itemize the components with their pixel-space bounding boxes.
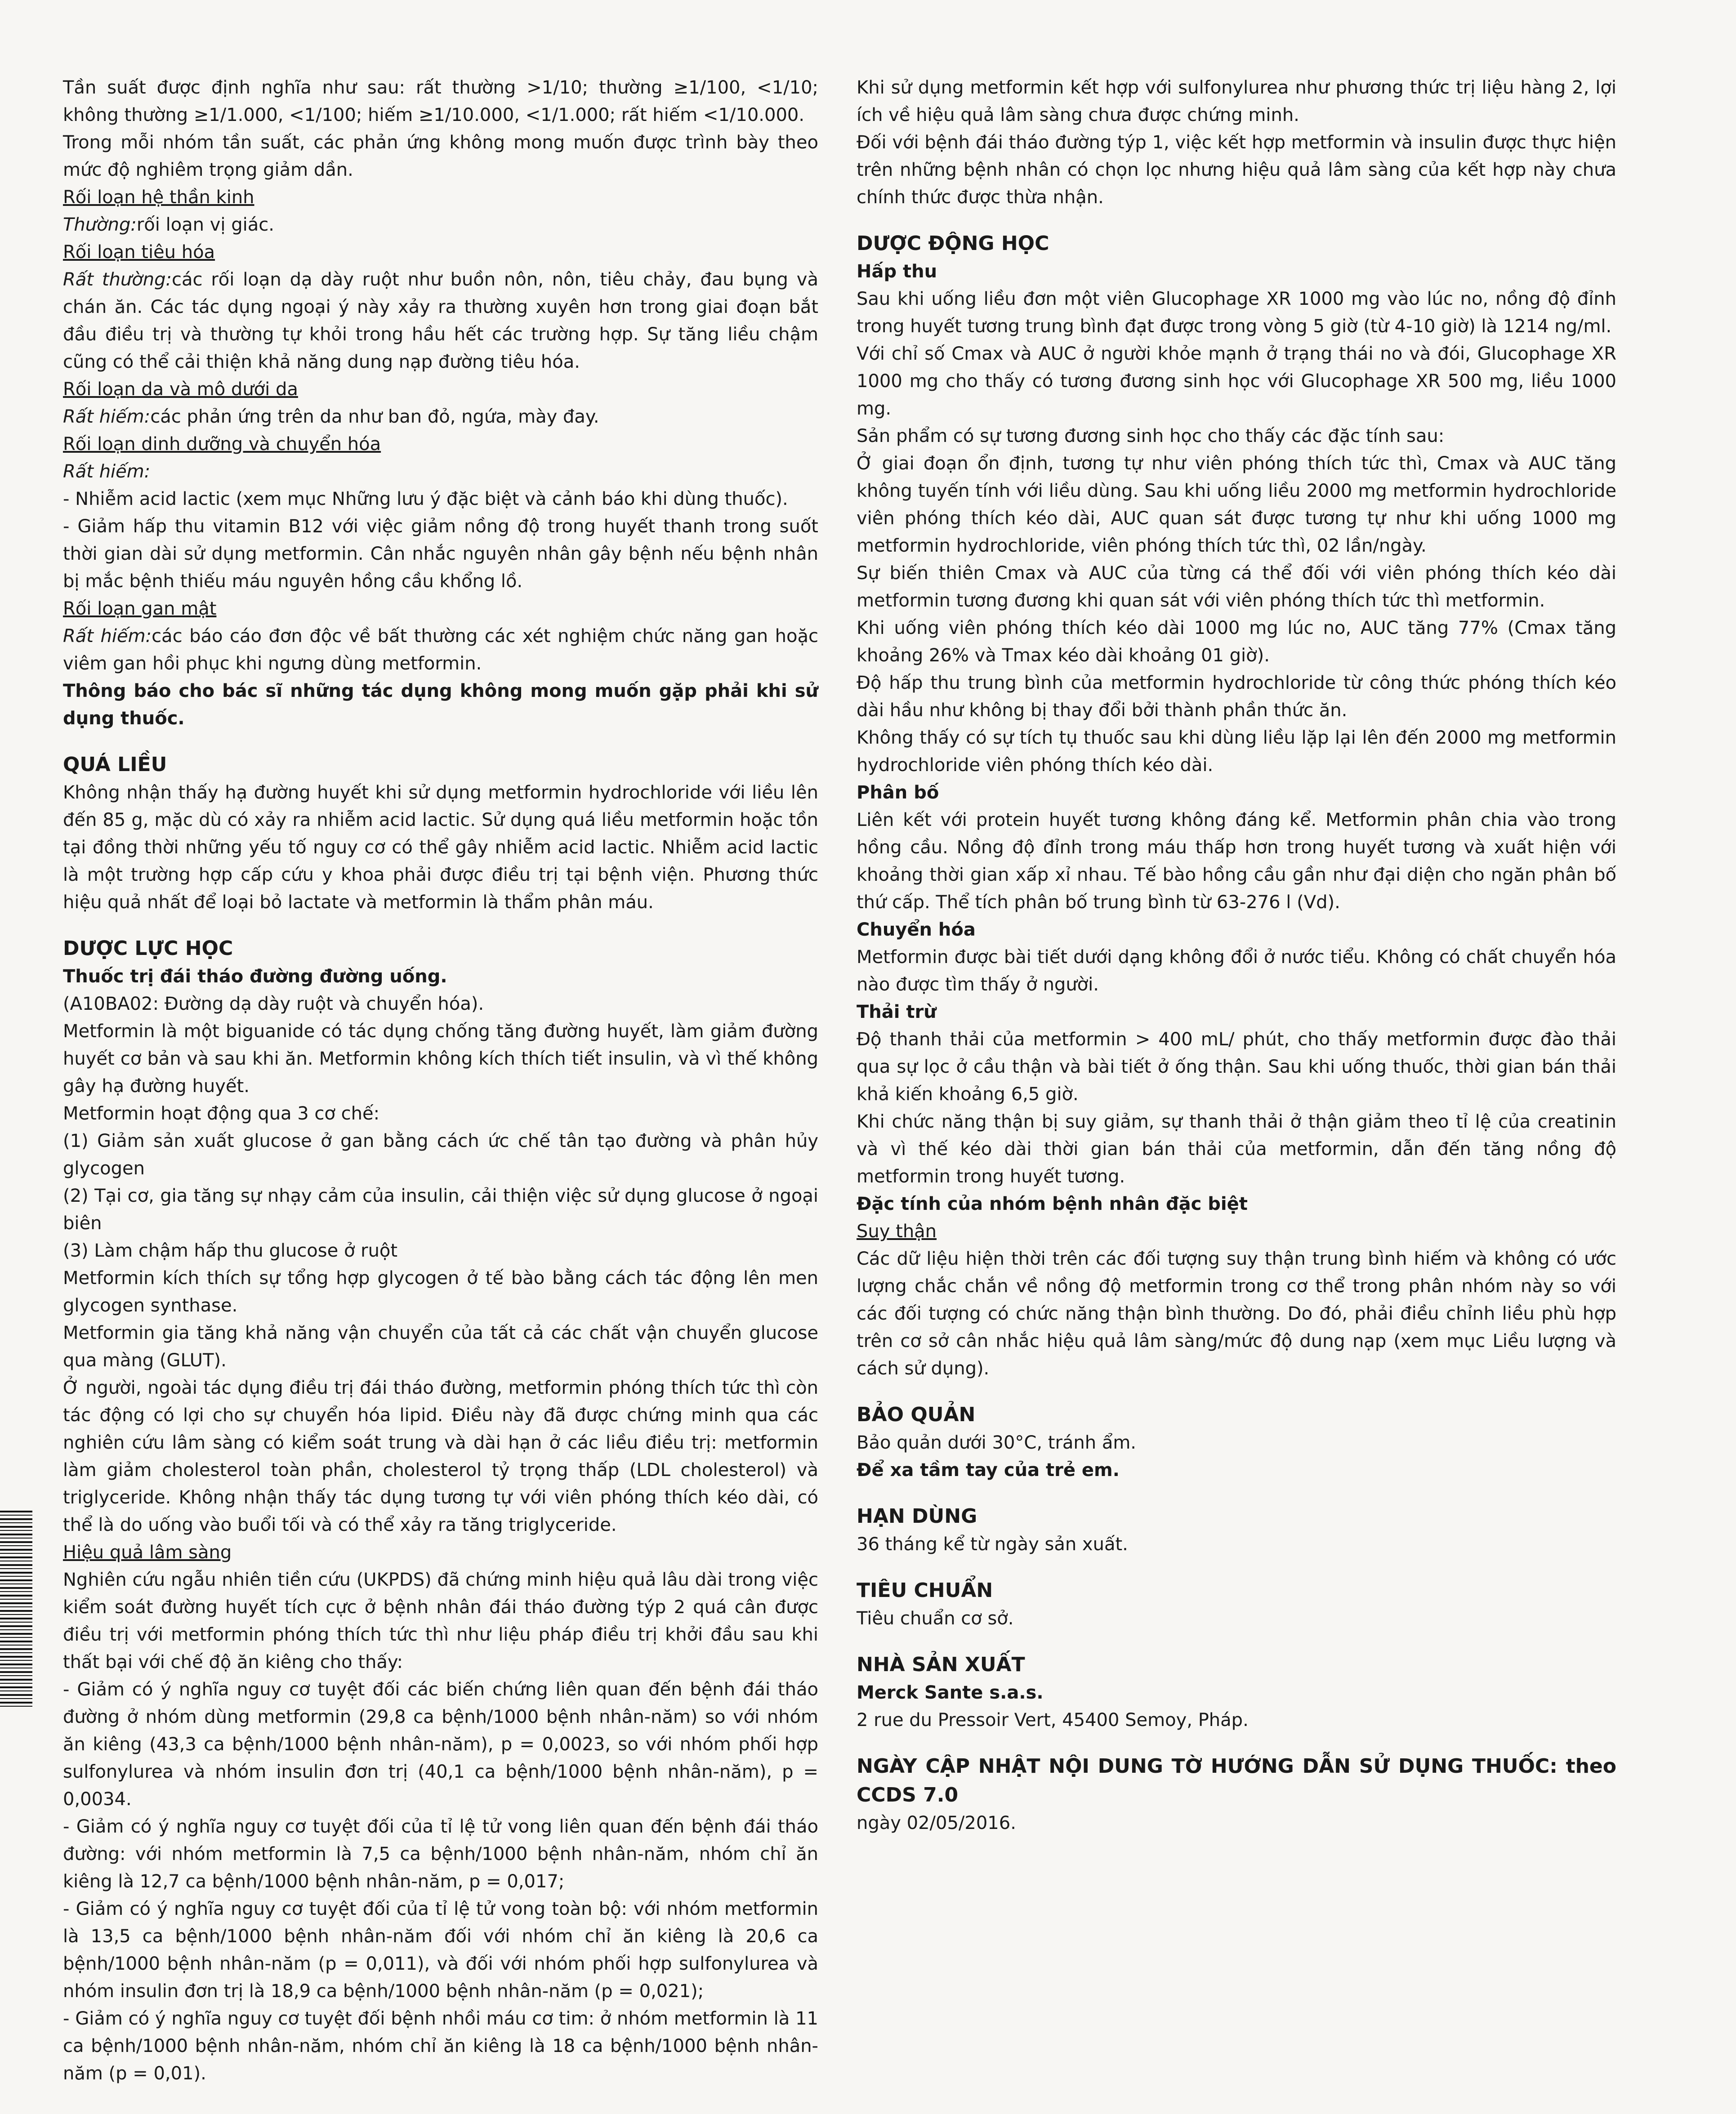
frequency-text: rối loạn vị giác. [136, 214, 274, 235]
paragraph: Không thấy có sự tích tụ thuốc sau khi dùng liều lặp lại lên đến 2000 mg metformin hydrochloride viên phóng thích kéo dài. [857, 727, 1616, 776]
section-heading: NGÀY CẬP NHẬT NỘI DUNG TỜ HƯỚNG DẪN SỬ DỤNG THUỐC: theo CCDS 7.0 [857, 1755, 1616, 1806]
paragraph: (2) Tại cơ, gia tăng sự nhạy cảm của insulin, cải thiện việc sử dụng glucose ở ngoại biên [63, 1186, 818, 1234]
paragraph: - Giảm có ý nghĩa nguy cơ tuyệt đối của tỉ lệ tử vong toàn bộ: với nhóm metformin là 13,5 ca bệnh/1000 bệnh nhân-năm đối với nhóm chỉ ăn kiêng là 20,6 ca bệnh/1000 bệnh nhân-năm (p = 0,011), và đối với nhóm phối hợp sulfonylurea và nhóm insulin đơn trị là 18,9 ca bệnh/1000 bệnh nhân-năm (p = 0,021); [63, 1899, 818, 2002]
subsection-heading: Rối loạn gan mật [63, 598, 217, 619]
frequency-label: Rất hiếm: [63, 461, 151, 482]
paragraph: Sản phẩm có sự tương đương sinh học cho thấy các đặc tính sau: [857, 426, 1445, 446]
bold-paragraph: Merck Sante s.a.s. [857, 1682, 1044, 1703]
paragraph: Metformin là một biguanide có tác dụng chống tăng đường huyết, làm giảm đường huyết cơ bản và sau khi ăn. Metformin không kích thích tiết insulin, và vì thế không gây hạ đường huyết. [63, 1021, 818, 1097]
paragraph [63, 211, 818, 239]
paragraph: Metformin kích thích sự tổng hợp glycogen ở tế bào bằng cách tác động lên men glycogen synthase. [63, 1268, 818, 1316]
section-heading: DƯỢC ĐỘNG HỌC [857, 232, 1049, 255]
subsection-heading: Suy thận [857, 1221, 937, 1242]
left-column [63, 74, 818, 2087]
paragraph: Sự biến thiên Cmax và AUC của từng cá thể đối với viên phóng thích kéo dài metformin tương đương khi quan sát với viên phóng thích tức thì metformin. [857, 563, 1616, 611]
section-heading: NHÀ SẢN XUẤT [857, 1653, 1025, 1676]
bold-paragraph: Chuyển hóa [857, 919, 976, 940]
paragraph: Các dữ liệu hiện thời trên các đối tượng suy thận trung bình hiếm và không có ước lượng chắc chắn về nồng độ metformin trong cơ thể trong phân nhóm này so với các đối tượng có chức năng thận bình thường. Do đó, phải điều chỉnh liều phù hợp trên cơ sở cân nhắc hiệu quả lâm sàng/mức độ dung nạp (xem mục Liều lượng và cách sử dụng). [857, 1249, 1616, 1379]
frequency-text: các báo cáo đơn độc về bất thường các xét nghiệm chức năng gan hoặc viêm gan hồi phục khi ngưng dùng metformin. [63, 626, 819, 674]
section-heading: BẢO QUẢN [857, 1403, 976, 1426]
paragraph: Không nhận thấy hạ đường huyết khi sử dụng metformin hydrochloride với liều lên đến 85 g, mặc dù có xảy ra nhiễm acid lactic. Sử dụng quá liều metformin hoặc tồn tại đồng thời những yếu tố nguy cơ có thể gây nhiễm acid lactic. Nhiễm acid lactic là một trường hợp cấp cứu y khoa phải được điều trị tại bệnh viện. Phương thức hiệu quả nhất để loại bỏ lactate và metformin là thẩm phân máu. [63, 782, 818, 913]
bold-paragraph: Đặc tính của nhóm bệnh nhân đặc biệt [857, 1194, 1248, 1214]
paragraph: - Giảm có ý nghĩa nguy cơ tuyệt đối của tỉ lệ tử vong liên quan đến bệnh đái tháo đường: với nhóm metformin là 7,5 ca bệnh/1000 bệnh nhân-năm, nhóm chỉ ăn kiêng là 12,7 ca bệnh/1000 bệnh nhân-năm, p = 0,017; [63, 1816, 818, 1892]
paragraph [63, 403, 818, 431]
frequency-label: Thường: [63, 214, 137, 235]
subsection-heading: Rối loạn hệ thần kinh [63, 187, 254, 208]
paragraph: Liên kết với protein huyết tương không đáng kể. Metformin phân chia vào trong hồng cầu. Nồng độ đỉnh trong máu thấp hơn trong huyết tương và xuất hiện với khoảng thời gian xấp xỉ nhau. Tế bào hồng cầu gần như đại diện cho ngăn phân bố thứ cấp. Thể tích phân bố trung bình từ 63-276 l (Vd). [857, 810, 1616, 913]
bold-paragraph: Thải trừ [857, 1002, 937, 1022]
paragraph: Khi uống viên phóng thích kéo dài 1000 mg lúc no, AUC tăng 77% (Cmax tăng khoảng 26% và Tmax kéo dài khoảng 01 giờ). [857, 618, 1616, 666]
paragraph: Tiêu chuẩn cơ sở. [857, 1608, 1014, 1629]
frequency-label: Rất thường: [63, 269, 172, 290]
paragraph: - Giảm có ý nghĩa nguy cơ tuyệt đối các biến chứng liên quan đến bệnh đái tháo đường ở nhóm dùng metformin (29,8 ca bệnh/1000 bệnh nhân-năm) so với nhóm ăn kiêng (43,3 ca bệnh/1000 bệnh nhân-năm), p = 0,0023, so với nhóm phối hợp sulfonylurea và nhóm insulin đơn trị (40,1 ca bệnh/1000 bệnh nhân-năm), p = 0,0034. [63, 1679, 818, 1810]
paragraph: Độ hấp thu trung bình của metformin hydrochloride từ công thức phóng thích kéo dài hầu như không bị thay đổi bởi thành phần thức ăn. [857, 673, 1616, 721]
paragraph: Sau khi uống liều đơn một viên Glucophage XR 1000 mg vào lúc no, nồng độ đỉnh trong huyết tương trung bình đạt được trong vòng 5 giờ (từ 4-10 giờ) là 1214 ng/ml. [857, 289, 1616, 337]
barcode [0, 1511, 32, 1708]
paragraph: Tần suất được định nghĩa như sau: rất thường >1/10; thường ≥1/100, <1/10; không thường ≥1/1.000, <1/100; hiếm ≥1/10.000, <1/1.000; rất hiếm <1/10.000. [63, 77, 818, 125]
frequency-label: Rất hiếm: [63, 626, 152, 647]
paragraph: (3) Làm chậm hấp thu glucose ở ruột [63, 1240, 398, 1261]
paragraph: 2 rue du Pressoir Vert, 45400 Semoy, Pháp. [857, 1710, 1249, 1730]
paragraph: Ở người, ngoài tác dụng điều trị đái tháo đường, metformin phóng thích tức thì còn tác động có lợi cho sự chuyển hóa lipid. Điều này đã được chứng minh qua các nghiên cứu lâm sàng có kiểm soát trung và dài hạn ở các liều điều trị: metformin làm giảm cholesterol toàn phần, cholesterol tỷ trọng thấp (LDL cholesterol) và triglyceride. Không nhận thấy tác dụng tương tự với viên phóng thích kéo dài, có thể là do uống vào buổi tối và có thể xảy ra tăng triglyceride. [63, 1378, 818, 1535]
paragraph: Khi sử dụng metformin kết hợp với sulfonylurea như phương thức trị liệu hàng 2, lợi ích về hiệu quả lâm sàng chưa được chứng minh. [857, 77, 1616, 125]
bold-paragraph: Hấp thu [857, 261, 937, 282]
paragraph: Metformin gia tăng khả năng vận chuyển của tất cả các chất vận chuyển glucose qua màng (GLUT). [63, 1323, 818, 1371]
bold-paragraph: Thông báo cho bác sĩ những tác dụng không mong muốn gặp phải khi sử dụng thuốc. [63, 681, 818, 729]
paragraph [63, 458, 818, 486]
bold-paragraph: Phân bố [857, 782, 939, 803]
section-heading: QUÁ LIỀU [63, 753, 167, 776]
section-heading: DƯỢC LỰC HỌC [63, 937, 233, 960]
paragraph: Đối với bệnh đái tháo đường týp 1, việc kết hợp metformin và insulin được thực hiện trên những bệnh nhân có chọn lọc nhưng hiệu quả lâm sàng của kết hợp này chưa chính thức được thừa nhận. [857, 132, 1616, 208]
paragraph: 36 tháng kể từ ngày sản xuất. [857, 1534, 1128, 1555]
paragraph: Khi chức năng thận bị suy giảm, sự thanh thải ở thận giảm theo tỉ lệ của creatinin và vì thế kéo dài thời gian bán thải của metformin, dẫn đến tăng nồng độ metformin trong huyết tương. [857, 1111, 1616, 1187]
paragraph [63, 266, 818, 376]
section-heading: HẠN DÙNG [857, 1505, 977, 1528]
paragraph: Nghiên cứu ngẫu nhiên tiền cứu (UKPDS) đã chứng minh hiệu quả lâu dài trong việc kiểm soát đường huyết tích cực ở bệnh nhân đái tháo đường týp 2 quá cân được điều trị với metformin phóng thích tức thì như liệu pháp điều trị khởi đầu sau khi thất bại với chế độ ăn kiêng cho thấy: [63, 1570, 818, 1672]
paragraph: Bảo quản dưới 30°C, tránh ẩm. [857, 1432, 1137, 1453]
paragraph: Metformin hoạt động qua 3 cơ chế: [63, 1103, 380, 1124]
subsection-heading: Rối loạn tiêu hóa [63, 242, 215, 263]
frequency-label: Rất hiếm: [63, 406, 151, 427]
paragraph: - Giảm hấp thu vitamin B12 với việc giảm nồng độ trong huyết thanh trong suốt thời gian dài sử dụng metformin. Cân nhắc nguyên nhân gây bệnh nếu bệnh nhân bị mắc bệnh thiếu máu nguyên hồng cầu khổng lồ. [63, 516, 818, 592]
paragraph: Ở giai đoạn ổn định, tương tự như viên phóng thích tức thì, Cmax và AUC tăng không tuyến tính với liều dùng. Sau khi uống liều 2000 mg metformin hydrochloride viên phóng thích kéo dài, AUC quan sát được tương tự như khi uống 1000 mg metformin hydrochloride, viên phóng thích tức thì, 02 lần/ngày. [857, 453, 1616, 556]
right-column [857, 74, 1616, 1837]
paragraph: - Giảm có ý nghĩa nguy cơ tuyệt đối bệnh nhồi máu cơ tim: ở nhóm metformin là 11 ca bệnh/1000 bệnh nhân-năm, nhóm chỉ ăn kiêng là 18 ca bệnh/1000 bệnh nhân-năm (p = 0,01). [63, 2008, 818, 2084]
paragraph: Với chỉ số Cmax và AUC ở người khỏe mạnh ở trạng thái no và đói, Glucophage XR 1000 mg cho thấy có tương đương sinh học với Glucophage XR 500 mg, liều 1000 mg. [857, 343, 1616, 419]
frequency-text: các phản ứng trên da như ban đỏ, ngứa, mày đay. [150, 406, 599, 427]
subsection-heading: Rối loạn dinh dưỡng và chuyển hóa [63, 434, 381, 455]
subsection-heading: Rối loạn da và mô dưới da [63, 379, 298, 400]
paragraph: (A10BA02: Đường dạ dày ruột và chuyển hóa). [63, 994, 484, 1014]
frequency-text: các rối loạn dạ dày ruột như buồn nôn, nôn, tiêu chảy, đau bụng và chán ăn. Các tác dụng ngoại ý này xảy ra thường xuyên hơn trong giai đoạn bắt đầu điều trị và thường tự khỏi trong hầu hết các trường hợp. Sự tăng liều chậm cũng có thể cải thiện khả năng dung nạp đường tiêu hóa. [63, 269, 818, 372]
section-heading: TIÊU CHUẨN [857, 1579, 993, 1602]
bold-paragraph: Thuốc trị đái tháo đường đường uống. [63, 966, 447, 987]
paragraph: ngày 02/05/2016. [857, 1813, 1016, 1833]
paragraph: Metformin được bài tiết dưới dạng không đổi ở nước tiểu. Không có chất chuyển hóa nào được tìm thấy ở người. [857, 947, 1616, 995]
subsection-heading: Hiệu quả lâm sàng [63, 1542, 232, 1563]
paragraph: Độ thanh thải của metformin > 400 mL/ phút, cho thấy metformin được đào thải qua sự lọc ở cầu thận và bài tiết ở ống thận. Sau khi uống thuốc, thời gian bán thải khả kiến khoảng 6,5 giờ. [857, 1029, 1616, 1105]
bold-paragraph: Để xa tầm tay của trẻ em. [857, 1460, 1120, 1481]
paragraph: (1) Giảm sản xuất glucose ở gan bằng cách ức chế tân tạo đường và phân hủy glycogen [63, 1131, 818, 1179]
paragraph: - Nhiễm acid lactic (xem mục Những lưu ý đặc biệt và cảnh báo khi dùng thuốc). [63, 489, 788, 509]
paragraph: Trong mỗi nhóm tần suất, các phản ứng không mong muốn được trình bày theo mức độ nghiêm trọng giảm dần. [63, 132, 818, 180]
paragraph [63, 623, 818, 678]
